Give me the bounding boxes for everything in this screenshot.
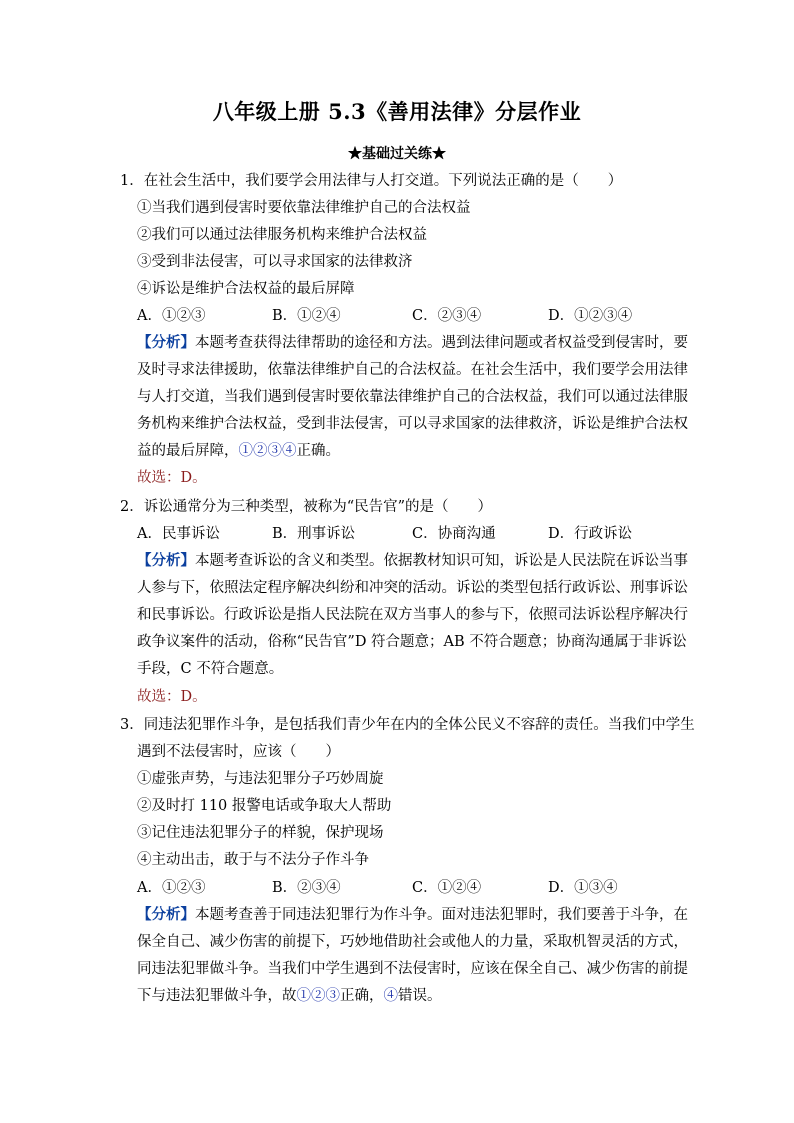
- question-2-stem: 2．诉讼通常分为三种类型，被称为“民告官”的是（ ）: [120, 499, 493, 515]
- question-1-option-a: A．①②③: [137, 308, 206, 324]
- question-3-stem-continued: 遇到不法侵害时，应该（ ）: [137, 744, 340, 760]
- question-2-analysis-line: 人参与下，依照法定程序解决纠纷和冲突的活动。诉讼的类型包括行政诉讼、刑事诉讼: [137, 580, 688, 596]
- question-1-analysis-line: 益的最后屏障，①②③④正确。: [137, 443, 340, 459]
- question-2-option-a: A．民事诉讼: [137, 526, 220, 542]
- question-3-item-3: ③记住违法犯罪分子的样貌，保护现场: [137, 825, 384, 841]
- question-1-option-c: C．②③④: [412, 308, 482, 324]
- question-1-conclusion: 故选：D。: [137, 470, 207, 486]
- question-1-option-d: D．①②③④: [548, 308, 633, 324]
- question-2-conclusion: 故选：D。: [137, 689, 207, 705]
- question-2-option-d: D．行政诉讼: [548, 526, 633, 542]
- analysis-highlight: ④: [383, 988, 398, 1004]
- question-3-item-1: ①虚张声势，与违法犯罪分子巧妙周旋: [137, 771, 384, 787]
- question-3-item-4: ④主动出击，敢于与不法分子作斗争: [137, 852, 369, 868]
- analysis-tag: 【分析】: [137, 906, 195, 923]
- analysis-tag: 【分析】: [137, 334, 195, 351]
- question-3-stem: 3．同违法犯罪作斗争，是包括我们青少年在内的全体公民义不容辞的责任。当我们中学生: [120, 717, 695, 733]
- question-3-option-b: B．②③④: [272, 880, 341, 896]
- question-1-item-2: ②我们可以通过法律服务机构来维护合法权益: [137, 227, 427, 243]
- section-heading: ★基础过关练★: [348, 146, 446, 162]
- question-1-analysis-line: 及时寻求法律援助，依靠法律维护自己的合法权益。在社会生活中，我们要学会用法律: [137, 362, 688, 378]
- question-3-option-d: D．①③④: [548, 880, 618, 896]
- question-1-analysis-line: 【分析】本题考查获得法律帮助的途径和方法。遇到法律问题或者权益受到侵害时，要: [137, 334, 688, 351]
- question-2-option-c: C．协商沟通: [412, 526, 496, 542]
- question-2-analysis-line: 【分析】本题考查诉讼的含义和类型。依据教材知识可知，诉讼是人民法院在诉讼当事: [137, 552, 688, 569]
- question-3-option-a: A．①②③: [137, 880, 206, 896]
- question-3-analysis-line: 下与违法犯罪做斗争，故①②③正确，④错误。: [137, 988, 442, 1004]
- question-2-analysis-line: 和民事诉讼。行政诉讼是指人民法院在双方当事人的参与下，依照司法诉讼程序解决行: [137, 607, 688, 623]
- question-3-analysis-line: 【分析】本题考查善于同违法犯罪行为作斗争。面对违法犯罪时，我们要善于斗争，在: [137, 906, 688, 923]
- question-2-option-b: B．刑事诉讼: [272, 526, 356, 542]
- question-3-analysis-line: 同违法犯罪做斗争。当我们中学生遇到不法侵害时，应该在保全自己、减少伤害的前提: [137, 961, 688, 977]
- page-title: 八年级上册 5.3《善用法律》分层作业: [212, 99, 582, 124]
- question-3-item-2: ②及时打 110 报警电话或争取大人帮助: [137, 798, 392, 814]
- question-1-stem: 1．在社会生活中，我们要学会用法律与人打交道。下列说法正确的是（ ）: [120, 173, 623, 189]
- question-1-item-4: ④诉讼是维护合法权益的最后屏障: [137, 281, 355, 297]
- analysis-highlight: ①②③④: [238, 443, 297, 459]
- question-1-item-3: ③受到非法侵害，可以寻求国家的法律救济: [137, 254, 413, 270]
- question-1-item-1: ①当我们遇到侵害时要依靠法律维护自己的合法权益: [137, 200, 471, 216]
- question-1-analysis-line: 务机构来维护合法权益，受到非法侵害，可以寻求国家的法律救济，诉讼是维护合法权: [137, 416, 688, 432]
- question-3-option-c: C．①②④: [412, 880, 482, 896]
- question-2-analysis-line: 政争议案件的活动，俗称“民告官”D 符合题意；AB 不符合题意；协商沟通属于非诉讼: [137, 634, 687, 650]
- question-1-analysis-line: 与人打交道，当我们遇到侵害时要依靠法律维护自己的合法权益，我们可以通过法律服: [137, 389, 688, 405]
- question-1-option-b: B．①②④: [272, 308, 341, 324]
- analysis-tag: 【分析】: [137, 552, 195, 569]
- question-2-analysis-line: 手段，C 不符合题意。: [137, 661, 284, 677]
- analysis-highlight: ①②③: [296, 988, 340, 1004]
- question-3-analysis-line: 保全自己、减少伤害的前提下，巧妙地借助社会或他人的力量，采取机智灵活的方式，: [137, 934, 688, 950]
